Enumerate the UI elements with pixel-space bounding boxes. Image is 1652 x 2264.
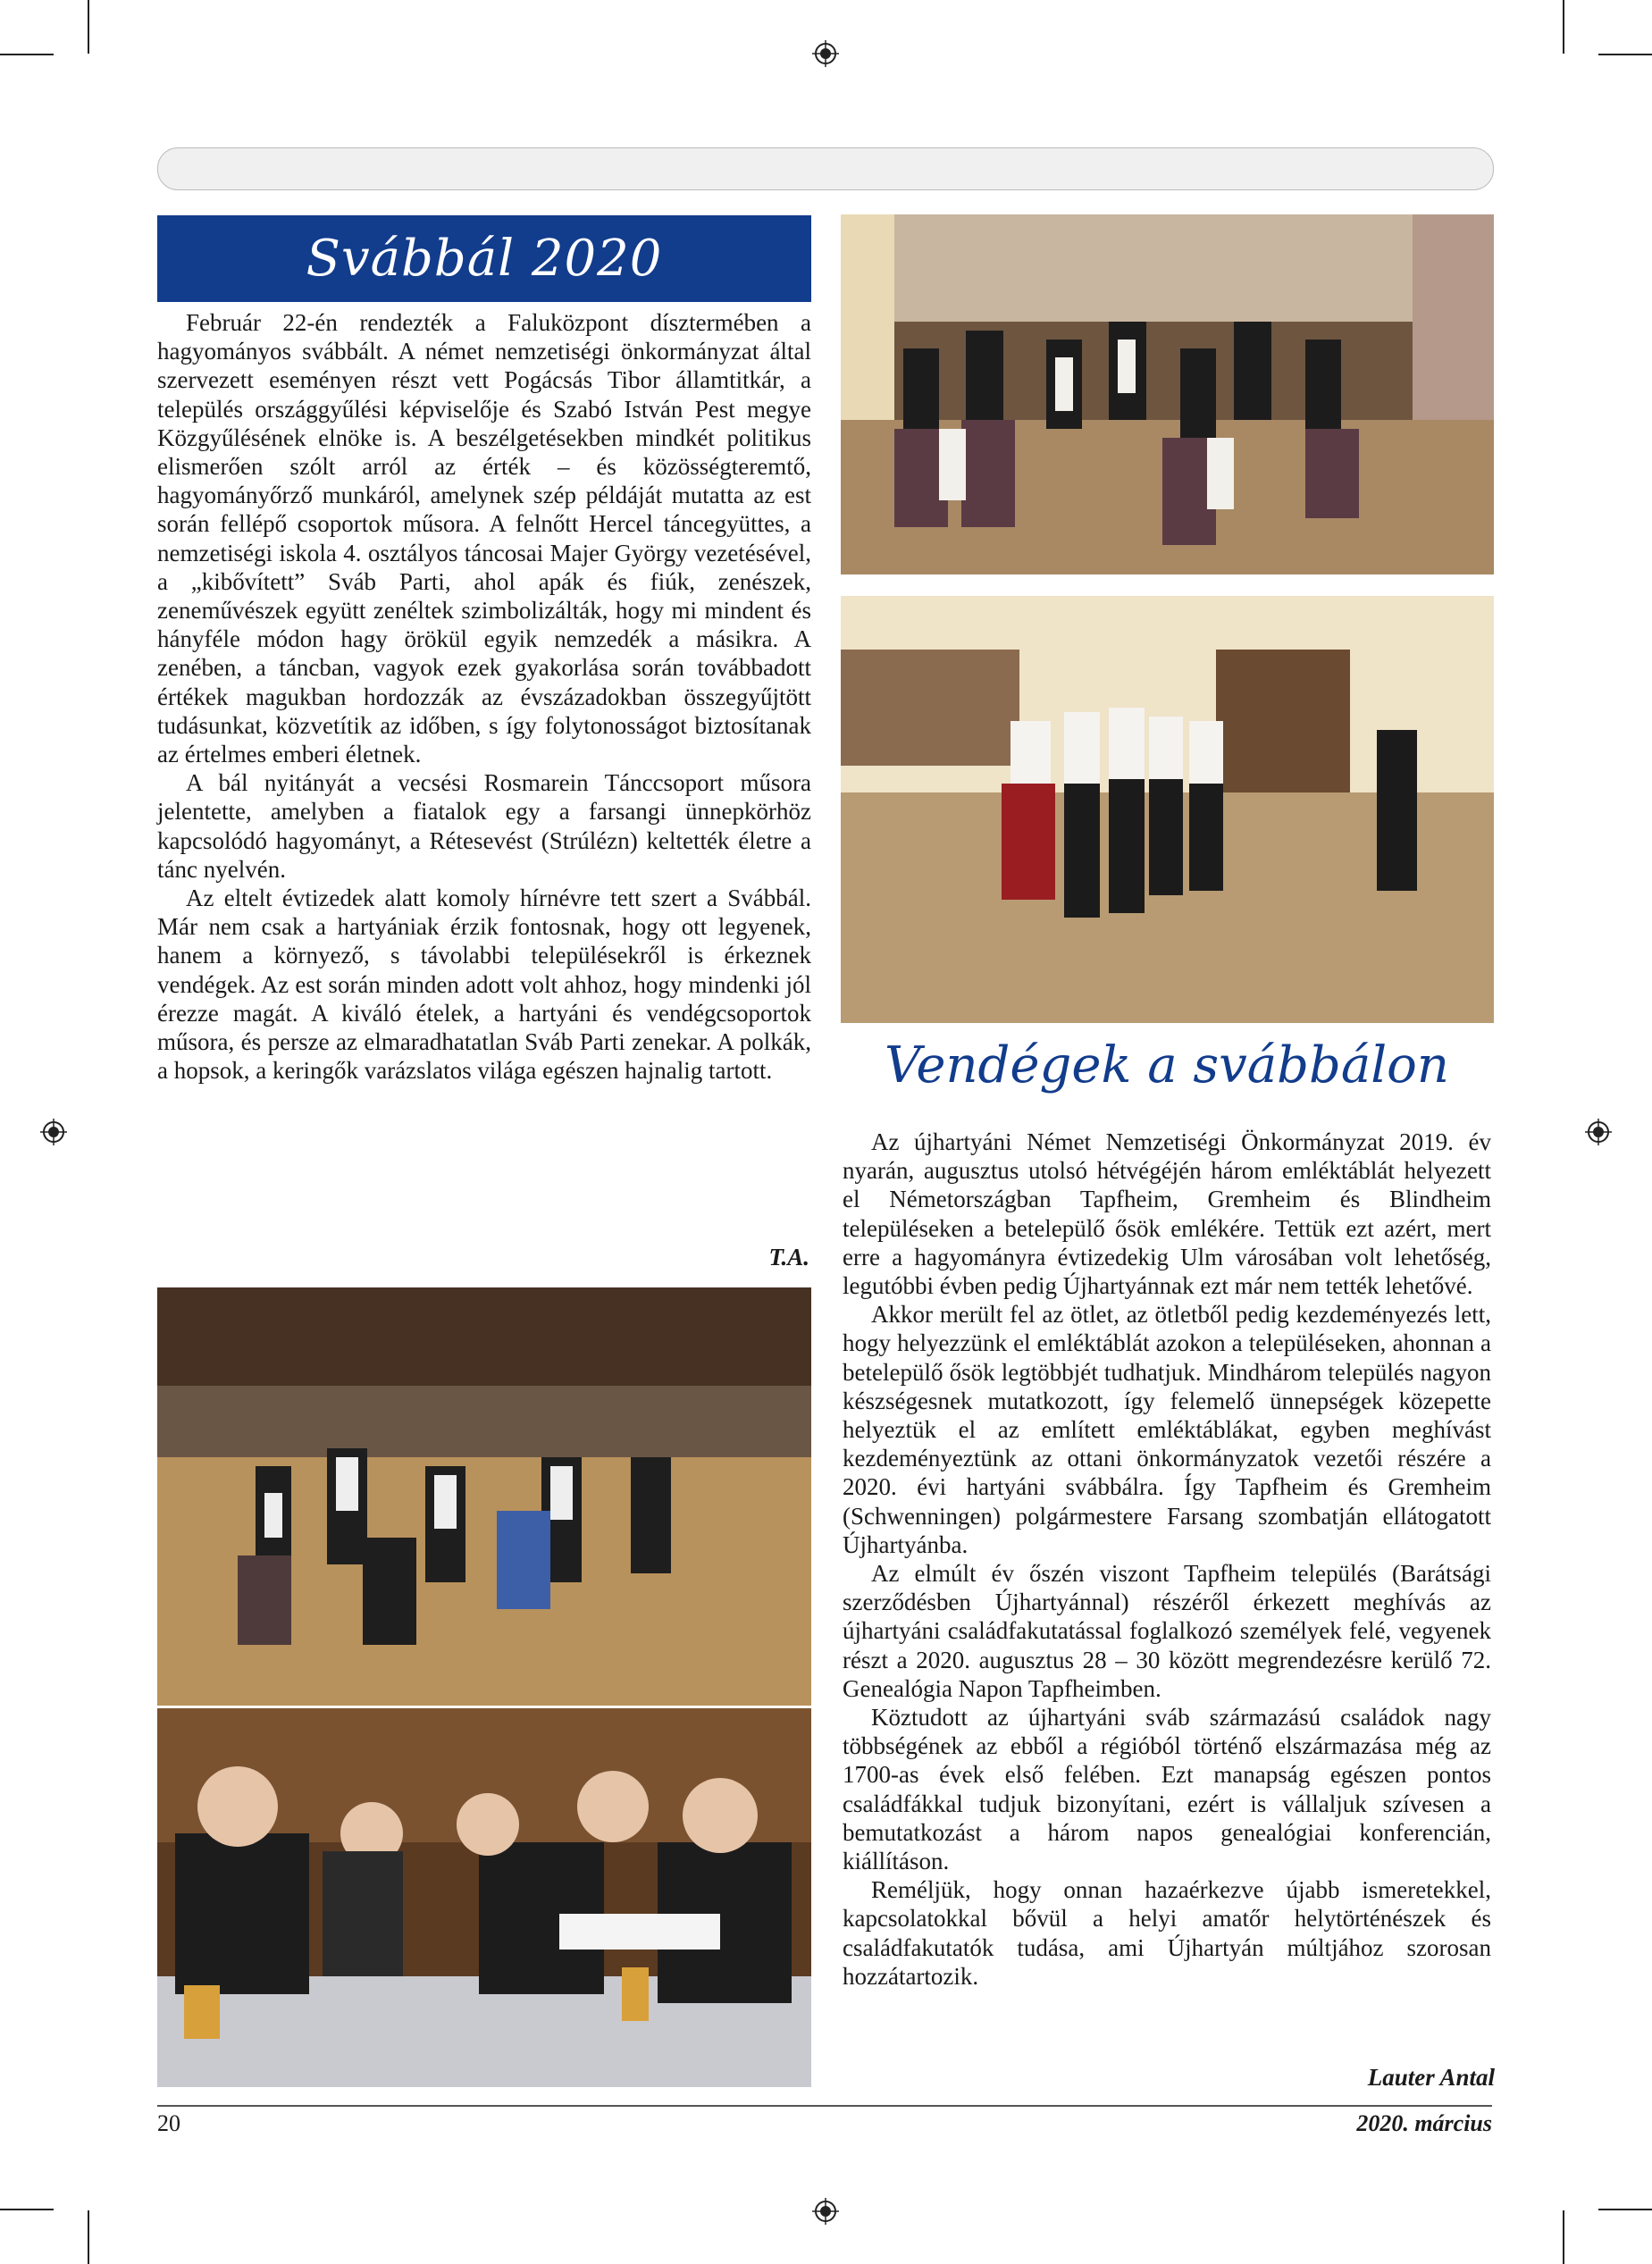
crop-mark	[88, 0, 89, 54]
article-title-banner	[157, 215, 811, 302]
issue-date: 2020. március	[1356, 2110, 1492, 2136]
crop-mark	[88, 2210, 89, 2264]
article-paragraph: Február 22-én rendezték a Faluközpont dísztermében a hagyományos svábbált. A német nemzetiségi önkormányzat által szervezett eseményen részt vett Pogácsás Tibor államtitkár, a település országgyűlési képviselője és Szabó István Pest megye Közgyűlésének elnöke is. A beszélgetésekben mindkét politikus elismerően szólt arról az érték – és közösségteremtő, hagyományőrző munkáról, amelynek szép példáját mutatta az est során fellépő csoportok műsora. A felnőtt Hercel táncegyüttes, a nemzetiségi iskola 4. osztályos táncosai Majer György vezetésével, a „kibővített” Sváb Parti, ahol apák és fiúk, zenészek, zeneművészek együtt zenéltek szimbolizálták, hogy mi mindent és hányféle módon hagy örökül egyik nemzedék a másikra. A zenében, a táncban, vagyok ezek gyakorlása során továbbadott értékek magukban hordozzák az évszázadokban összegyűjtött tudásunkat, közvetítik az időben, s így folytonosságot biztosítanak az értelmes emberi életnek.	[157, 309, 811, 768]
dance-floor-photo	[157, 1287, 811, 1706]
crop-mark	[1598, 2209, 1652, 2210]
article-title: Vendégek a svábbálon	[885, 1036, 1449, 1094]
article-title: Svábbál 2020	[306, 230, 663, 288]
article-paragraph: A bál nyitányát a vecsési Rosmarein Tánccsoport műsora jelentette, amelyben a fiatalok egy a farsangi ünnepkörhöz kapcsolódó hagyományt, a Rétesevést (Strúlézn) keltették életre a tánc nyelvén.	[157, 769, 811, 883]
registration-mark-icon	[812, 2198, 839, 2225]
crop-mark	[1563, 2210, 1564, 2264]
article-paragraph: Az elmúlt év őszén viszont Tapfheim település (Barátsági szerződésben Újhartyánnal) részéről érkezett meghívás az újhartyáni családfakutatással foglalkozó személyek felé, vegyenek részt a 2020. augusztus 28 – 30 között megrendezésre kerülő 72. Genealógia Napon Tapfheimben.	[843, 1560, 1491, 1702]
registration-mark-icon	[1585, 1119, 1612, 1145]
article-signature: Lauter Antal	[1367, 2064, 1495, 2091]
dancers-photo	[841, 214, 1494, 574]
header-bar	[157, 147, 1494, 190]
article-body	[843, 1128, 1491, 1991]
article-signature: T.A.	[768, 1244, 809, 1270]
children-dancers-photo	[841, 596, 1494, 1023]
article-paragraph: Az eltelt évtizedek alatt komoly hírnévre tett szert a Svábbál. Már nem csak a hartyániak érzik fontosnak, hogy ott legyenek, hanem a környező, s távolabbi településekről is érkeznek vendégek. Az est során minden adott volt ahhoz, hogy mindenki jól érezze magát. A kiváló ételek, a hartyáni és vendégcsoportok műsora, és persze az elmaradhatatlan Sváb Parti zenekar. A polkák, a hopsok, a keringők varázslatos világa egészen hajnalig tartott.	[157, 885, 811, 1085]
article-body	[157, 308, 811, 1085]
registration-mark-icon	[40, 1119, 67, 1145]
article-paragraph: Akkor merült fel az ötlet, az ötletből pedig kezdeményezés lett, hogy helyezzünk el emléktáblát azokon a településeken, ahonnan a betelepülő ősök legtöbbjét tudhatjuk. Mindhárom település nagyon készségesnek mutatkozott, így felemelő ünnepségek közepette helyeztük el az említett emléktáblákat, egyben meghívást kezdeményeztünk az ottani önkormányzatok vezetői részére a 2020. évi hartyáni svábbálra. Így Tapfheim és Gremheim (Schwenningen) polgármestere Farsang szombatján ellátogatott Újhartyánba.	[843, 1301, 1491, 1558]
toast-photo	[157, 1708, 811, 2087]
article-paragraph: Reméljük, hogy onnan hazaérkezve újabb ismeretekkel, kapcsolatokkal bővül a helyi amatőr helytörténészek és családfakutatók tudása, ami Újhartyán múltjához szorosan hozzátartozik.	[843, 1876, 1491, 1990]
article-paragraph: Köztudott az újhartyáni sváb származású családok nagy többségének az ebből a régióból történő elszármazása még az 1700-as évek első felében. Ezt manapság egészen pontos családfákkal tudjuk bizonyítani, ezért is vállaljuk szívesen a bemutatkozást a három napos genealógiai konferencián, kiállításon.	[843, 1704, 1491, 1875]
registration-mark-icon	[812, 40, 839, 67]
page-number: 20	[157, 2110, 180, 2136]
footer-rule	[157, 2105, 1492, 2107]
crop-mark	[0, 2209, 54, 2210]
crop-mark	[1598, 54, 1652, 55]
article-paragraph: Az újhartyáni Német Nemzetiségi Önkormányzat 2019. év nyarán, augusztus utolsó hétvégéjén három emléktáblát helyezett el Németországban Tapfheim, Gremheim és Blindheim településeken a betelepülő ősök emlékére. Tettük ezt azért, mert erre a hagyományra évtizedekig Ulm városában volt lehetőség, legutóbbi évben pedig Újhartyánnak ezt már nem tették lehetővé.	[843, 1128, 1491, 1300]
crop-mark	[0, 54, 54, 55]
crop-mark	[1563, 0, 1564, 54]
